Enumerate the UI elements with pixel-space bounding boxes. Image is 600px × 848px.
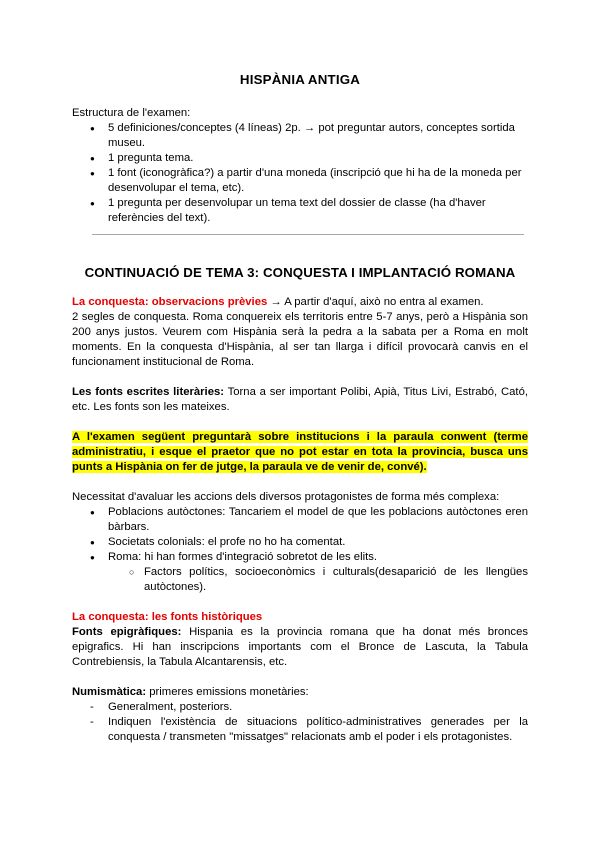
fonts-literaries-paragraph [72, 385, 528, 415]
exam-list [72, 121, 528, 226]
numismatica-label: Numismàtica: [72, 686, 147, 698]
epigrafiques-text: Hispania es la provincia romana que ha donat més bronces epigrafics. Hi han inscripcions importants com el Bronce de Lascuta, la Tabula Contrebiensis, la Tabula Alcantarensis, etc. [72, 626, 528, 668]
document-page [72, 72, 528, 745]
numismatica-text: primeres emissions monetàries: [146, 686, 309, 698]
list-item: ● Societats colonials: el profe no ho ha comentat. [72, 535, 528, 550]
list-item: ● 5 definiciones/conceptes (4 líneas) 2p. → pot preguntar autors, conceptes sortida museu. [72, 121, 528, 151]
necessitat-intro: Necessitat d'avaluar les accions dels diversos protagonistes de forma més complexa: [72, 491, 500, 503]
list-item: ● 1 pregunta tema. [72, 151, 528, 166]
historiques-heading: La conquesta: les fonts històriques [72, 611, 263, 623]
epigrafiques-paragraph [72, 625, 528, 670]
document-title: HISPÀNIA ANTIGA [239, 72, 361, 87]
list-item: ● 1 pregunta per desenvolupar un tema text del dossier de classe (ha d'haver referències del text). [72, 196, 528, 226]
list-item: - Indiquen l'existència de situacions político-administratives generades per la conquesta / transmeten "missatges" relacionats amb el poder i els protagonistes. [72, 715, 528, 745]
list-item: - Generalment, posteriors. [72, 700, 528, 715]
epigrafiques-label: Fonts epigràfiques: [72, 626, 182, 638]
list-item: ● 1 font (iconogràfica?) a partir d'una moneda (inscripció que hi ha de la moneda per desenvolupar el tema, etc). [72, 166, 528, 196]
numismatica-paragraph [72, 685, 528, 700]
list-item: ● Poblacions autòctones: Tancariem el model de que les poblacions autòctones eren bàrbars. [72, 505, 528, 535]
sub-list-item: ○ Factors polítics, socioeconòmics i culturals(desaparició de les llengües autòctones). [72, 565, 528, 595]
highlighted-note [72, 430, 528, 475]
list-item: ● Roma: hi han formes d'integració sobretot de les elits. [72, 550, 528, 565]
previes-heading-line [72, 295, 528, 310]
previes-heading-tail: → A partir d'aquí, això no entra al examen. [267, 296, 484, 308]
fonts-literaries-label: Les fonts escrites literàries: [72, 386, 225, 398]
numismatica-list [72, 700, 528, 745]
necessitat-list [72, 505, 528, 565]
necessitat-sublist [72, 565, 528, 595]
fonts-literaries-text: Torna a ser important Polibi, Apià, Titus Livi, Estrabó, Cató, etc. Les fonts son les mateixes. [72, 386, 528, 413]
previes-body: 2 segles de conquesta. Roma conquereix els territoris entre 5-7 anys, però a Hispània son 200 anys justos. Veurem com Hispània serà la pedra a la sabata per a Roma en molt moments. En la conquesta d'Hispània, al ser tan llarga i difícil provocarà canvis en el funcionament institucional de Roma. [72, 311, 528, 368]
previes-heading: La conquesta: observacions prèvies [72, 296, 268, 308]
section-title: CONTINUACIÓ DE TEMA 3: CONQUESTA I IMPLANTACIÓ ROMANA [84, 265, 516, 280]
highlighted-text: A l'examen següent preguntarà sobre institucions i la paraula conwent (terme administratiu, i esque el praetor que no pot estar en tota la provincia, busca uns punts a Hispània on fer de jutge, la paraula ve de venir de, convé). [72, 431, 528, 473]
exam-intro: Estructura de l'examen: [72, 107, 191, 119]
